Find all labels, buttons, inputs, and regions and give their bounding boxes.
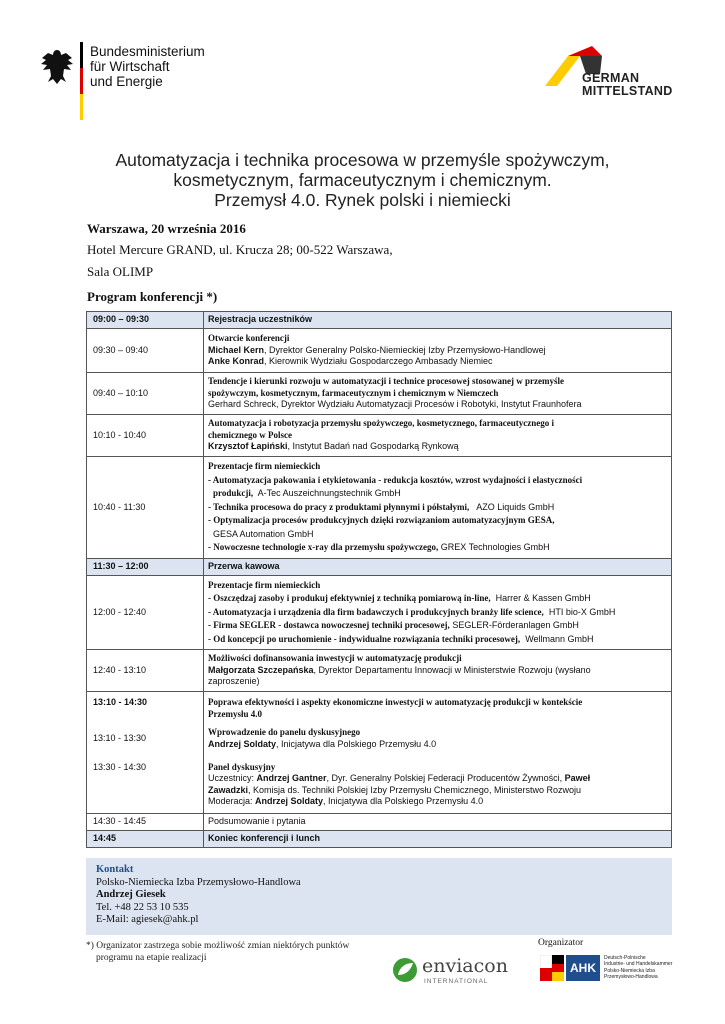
table-row — [87, 650, 672, 692]
contact-phone: Tel. +48 22 53 10 535 — [96, 901, 189, 913]
row-time: 13:10 - 14:30 — [87, 692, 204, 722]
speaker-line: Andrzej Soldaty, Inicjatywa dla Polskiego Przemysłu 4.0 — [208, 738, 437, 749]
session-heading: Tendencje i kierunki rozwoju w automatyzacji i technice procesowej stosowanej w przemyśle — [208, 376, 565, 387]
table-row — [87, 329, 672, 373]
speaker-line: Anke Konrad, Kierownik Wydziału Gospodarczego Ambasady Niemiec — [208, 356, 493, 367]
row-content — [204, 692, 672, 722]
speaker-line: Małgorzata Szczepańska, Dyrektor Departamentu Innowacji w Ministerstwie Rozwoju (wysłano — [208, 664, 591, 675]
table-row — [87, 722, 672, 756]
table-row — [87, 559, 672, 576]
table-row — [87, 576, 672, 650]
row-time: 12:40 - 13:10 — [87, 650, 204, 692]
row-time: 14:45 — [87, 831, 204, 848]
ahk-logo: AHK Deutsch-Polnische Industrie- und Handelskammer Polsko-Niemiecka Izba Przemysłowo-Handlowa — [540, 953, 680, 985]
flags-icon — [540, 955, 564, 981]
table-row — [87, 692, 672, 722]
eagle-icon — [40, 48, 74, 88]
row-content — [204, 457, 672, 559]
session-heading: Poprawa efektywności i aspekty ekonomiczne inwestycji w automatyzację produkcji w kontekście — [208, 697, 583, 707]
program-heading: Program konferencji *) — [87, 289, 218, 304]
speaker-line: Gerhard Schreck, Dyrektor Wydziału Automatyzacji Procesów i Robotyki, Instytut Fraunhofera — [208, 399, 582, 410]
row-time: 10:40 - 11:30 — [87, 457, 204, 559]
table-row — [87, 415, 672, 457]
contact-box — [86, 858, 672, 935]
row-time: 12:00 - 12:40 — [87, 576, 204, 650]
row-time: 13:30 - 14:30 — [93, 761, 147, 772]
table-row — [87, 831, 672, 848]
list-item: - Technika procesowa do pracy z produktami płynnymi i półstałymi, AZO Liquids GmbH — [208, 501, 555, 512]
table-row — [87, 312, 672, 329]
row-content — [204, 650, 672, 692]
table-row — [87, 373, 672, 415]
session-heading: Przemysłu 4.0 — [208, 708, 262, 719]
row-content — [204, 722, 672, 756]
footnote: *) Organizator zastrzega sobie możliwość zmian niektórych punktów programu na etapie realizacji — [86, 941, 350, 963]
speaker-line: zaproszenie) — [208, 676, 260, 687]
flag-bar — [80, 42, 83, 120]
session-heading: chemicznego w Polsce — [208, 429, 292, 440]
list-item: - Oszczędzaj zasoby i produkuj efektywniej z techniką pomiarową in-line, Harrer & Kassen GmbH — [208, 593, 591, 604]
row-text: Przerwa kawowa — [204, 559, 672, 576]
organizer-label: Organizator — [538, 938, 584, 948]
contact-email[interactable]: E-Mail: agiesek@ahk.pl — [96, 914, 199, 925]
list-item: produkcji, A-Tec Auszeichnungstechnik GmbH — [213, 488, 401, 499]
row-content — [204, 329, 672, 373]
session-heading: Prezentacje firm niemieckich — [208, 461, 321, 472]
list-item: GESA Automation GmbH — [213, 528, 314, 539]
row-content — [204, 576, 672, 650]
row-content — [204, 756, 672, 814]
list-item: - Automatyzacja pakowania i etykietowania - redukcja kosztów, wzrost wydajności i elastyczności — [208, 474, 583, 485]
contact-heading: Kontakt — [96, 864, 134, 875]
session-heading: Otwarcie konferencji — [208, 333, 290, 344]
program-table — [86, 311, 672, 848]
german-mittelstand-logo — [540, 44, 680, 104]
speaker-line: Krzysztof Łapiński, Instytut Badań nad Gospodarką Rynkową — [208, 441, 459, 452]
event-date: Warszawa, 20 września 2016 — [87, 221, 246, 236]
session-heading: spożywczym, kosmetycznym, farmaceutycznym i chemicznym w Niemczech — [208, 387, 499, 398]
leaf-icon — [392, 957, 418, 983]
row-text: Podsumowanie i pytania — [204, 814, 672, 831]
event-room: Sala OLIMP — [87, 264, 154, 279]
event-address: Hotel Mercure GRAND, ul. Krucza 28; 00-522 Warszawa, — [87, 242, 393, 257]
session-heading: Możliwości dofinansowania inwestycji w automatyzację produkcji — [208, 653, 462, 664]
contact-org: Polsko-Niemiecka Izba Przemysłowo-Handlowa — [96, 876, 301, 888]
panel-participants: Uczestnicy: Andrzej Gantner, Dyr. Generalny Polskiej Federacji Producentów Żywności, Paweł — [208, 773, 591, 783]
table-row — [87, 457, 672, 559]
ministry-name: Bundesministerium für Wirtschaft und Energie — [90, 44, 205, 89]
table-row — [87, 814, 672, 831]
page-title: Automatyzacja i technika procesowa w przemyśle spożywczym, kosmetycznym, farmaceutycznym i chemicznym. Przemysł 4.0. Rynek polski i niemiecki — [115, 150, 610, 210]
list-item: - Firma SEGLER - dostawca nowoczesnej techniki procesowej, SEGLER-Förderanlagen GmbH — [208, 620, 579, 631]
mittelstand-text: GERMAN MITTELSTAND — [582, 71, 673, 98]
speaker-line: Michael Kern, Dyrektor Generalny Polsko-Niemieckiej Izby Przemysłowo-Handlowej — [208, 344, 546, 355]
row-content — [204, 415, 672, 457]
session-heading: Wprowadzenie do panelu dyskusyjnego — [208, 727, 361, 737]
session-heading: Automatyzacja i robotyzacja przemysłu spożywczego, kosmetycznego, farmaceutycznego i — [208, 418, 554, 429]
row-time: 11:30 – 12:00 — [87, 559, 204, 576]
table-row — [87, 756, 672, 814]
panel-moderation: Moderacja: Andrzej Soldaty, Inicjatywa dla Polskiego Przemysłu 4.0 — [208, 796, 484, 806]
row-time: 09:40 – 10:10 — [87, 373, 204, 415]
row-text: Koniec konferencji i lunch — [204, 831, 672, 848]
row-time: 09:00 – 09:30 — [87, 312, 204, 329]
contact-name: Andrzej Giesek — [96, 889, 166, 900]
row-time: 14:30 - 14:45 — [87, 814, 204, 831]
session-heading: Panel dyskusyjny — [208, 761, 276, 772]
ministry-logo — [40, 42, 210, 122]
panel-participants: Zawadzki, Komisja ds. Techniki Polskiej Izby Przemysłu Chemicznego, Ministerstwo Rozwoju — [208, 784, 581, 795]
session-heading: Prezentacje firm niemieckich — [208, 579, 321, 590]
row-time: 10:10 - 10:40 — [87, 415, 204, 457]
list-item: - Od koncepcji po uruchomienie - indywidualne rozwiązania techniki procesowej, Wellmann GmbH — [208, 633, 594, 644]
row-time: 09:30 – 09:40 — [87, 329, 204, 373]
enviacon-logo: enviacon INTERNATIONAL — [392, 955, 522, 989]
list-item: - Automatyzacja i urządzenia dla firm badawczych i produkcyjnych branży life science, HTI bio-X GmbH — [208, 606, 616, 617]
row-text: Rejestracja uczestników — [204, 312, 672, 329]
list-item: - Optymalizacja procesów produkcyjnych dzięki rozwiązaniom automatyzacyjnym GESA, — [208, 515, 555, 526]
list-item: - Nowoczesne technologie x-ray dla przemysłu spożywczego, GREX Technologies GmbH — [208, 542, 550, 553]
row-time: 13:10 - 13:30 — [93, 732, 147, 743]
row-content — [204, 373, 672, 415]
